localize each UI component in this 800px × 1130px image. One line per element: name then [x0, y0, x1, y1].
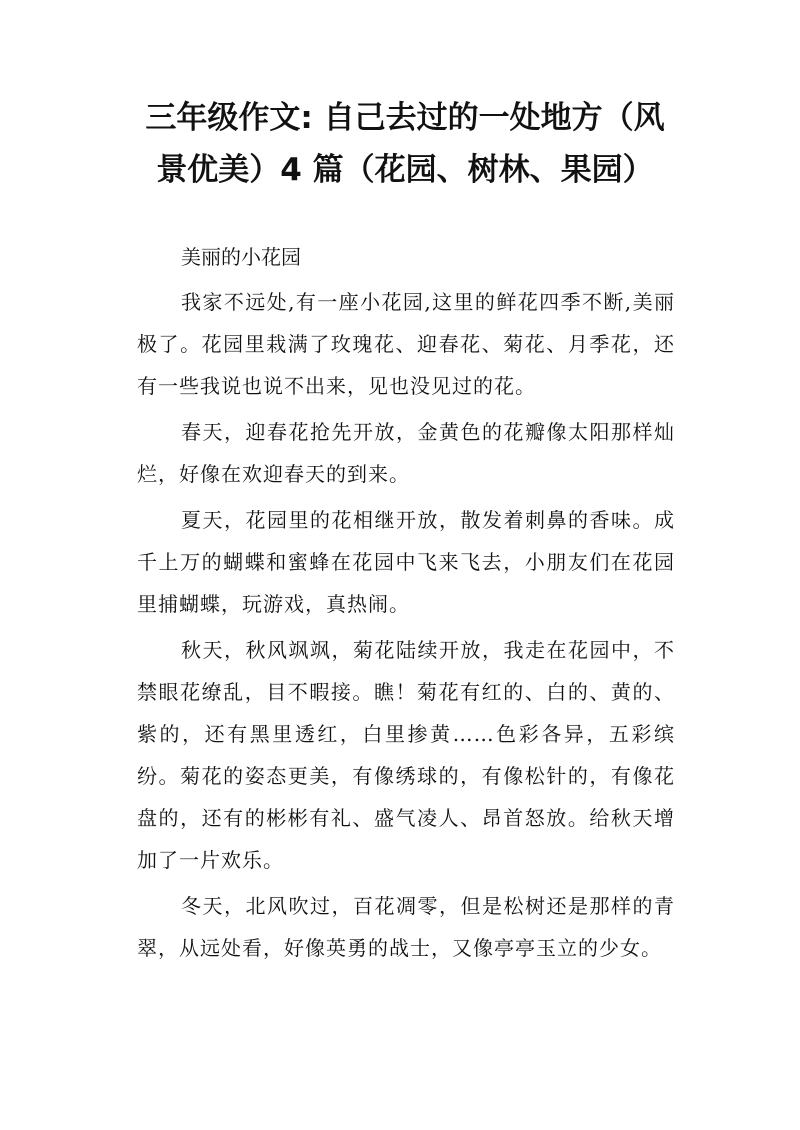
paragraph-autumn: 秋天，秋风飒飒，菊花陆续开放，我走在花园中，不禁眼花缭乱，目不暇接。瞧！菊花有红的、白的、黄的、紫的，还有黑里透红，白里掺黄……色彩各异，五彩缤纷。菊花的姿态更美，有像绣球的，有像松针的，有像花盘的，还有的彬彬有礼、盛气凌人、昂首怒放。给秋天增加了一片欢乐。 — [137, 638, 675, 872]
section-heading: 美丽的小花园 — [181, 245, 301, 269]
paragraph-summer: 夏天，花园里的花相继开放，散发着刺鼻的香味。成千上万的蝴蝶和蜜蜂在花园中飞来飞去，小朋友们在花园里捕蝴蝶，玩游戏，真热闹。 — [137, 508, 675, 616]
title-line-2: 景优美）4 篇（花园、树林、果园） — [156, 152, 654, 188]
document-body — [137, 238, 675, 969]
title-line-1: 三年级作文: 自己去过的一处地方（风 — [145, 100, 665, 136]
document-title — [120, 92, 690, 196]
paragraph-spring: 春天，迎春花抢先开放，金黄色的花瓣像太阳那样灿烂，好像在欢迎春天的到来。 — [137, 420, 675, 486]
paragraph-intro: 我家不远处,有一座小花园,这里的鲜花四季不断,美丽极了。花园里栽满了玫瑰花、迎春花、菊花、月季花，还有一些我说也说不出来，见也没见过的花。 — [137, 290, 675, 398]
paragraph-winter: 冬天，北风吹过，百花凋零，但是松树还是那样的青翠，从远处看，好像英勇的战士，又像亭亭玉立的少女。 — [137, 894, 675, 960]
